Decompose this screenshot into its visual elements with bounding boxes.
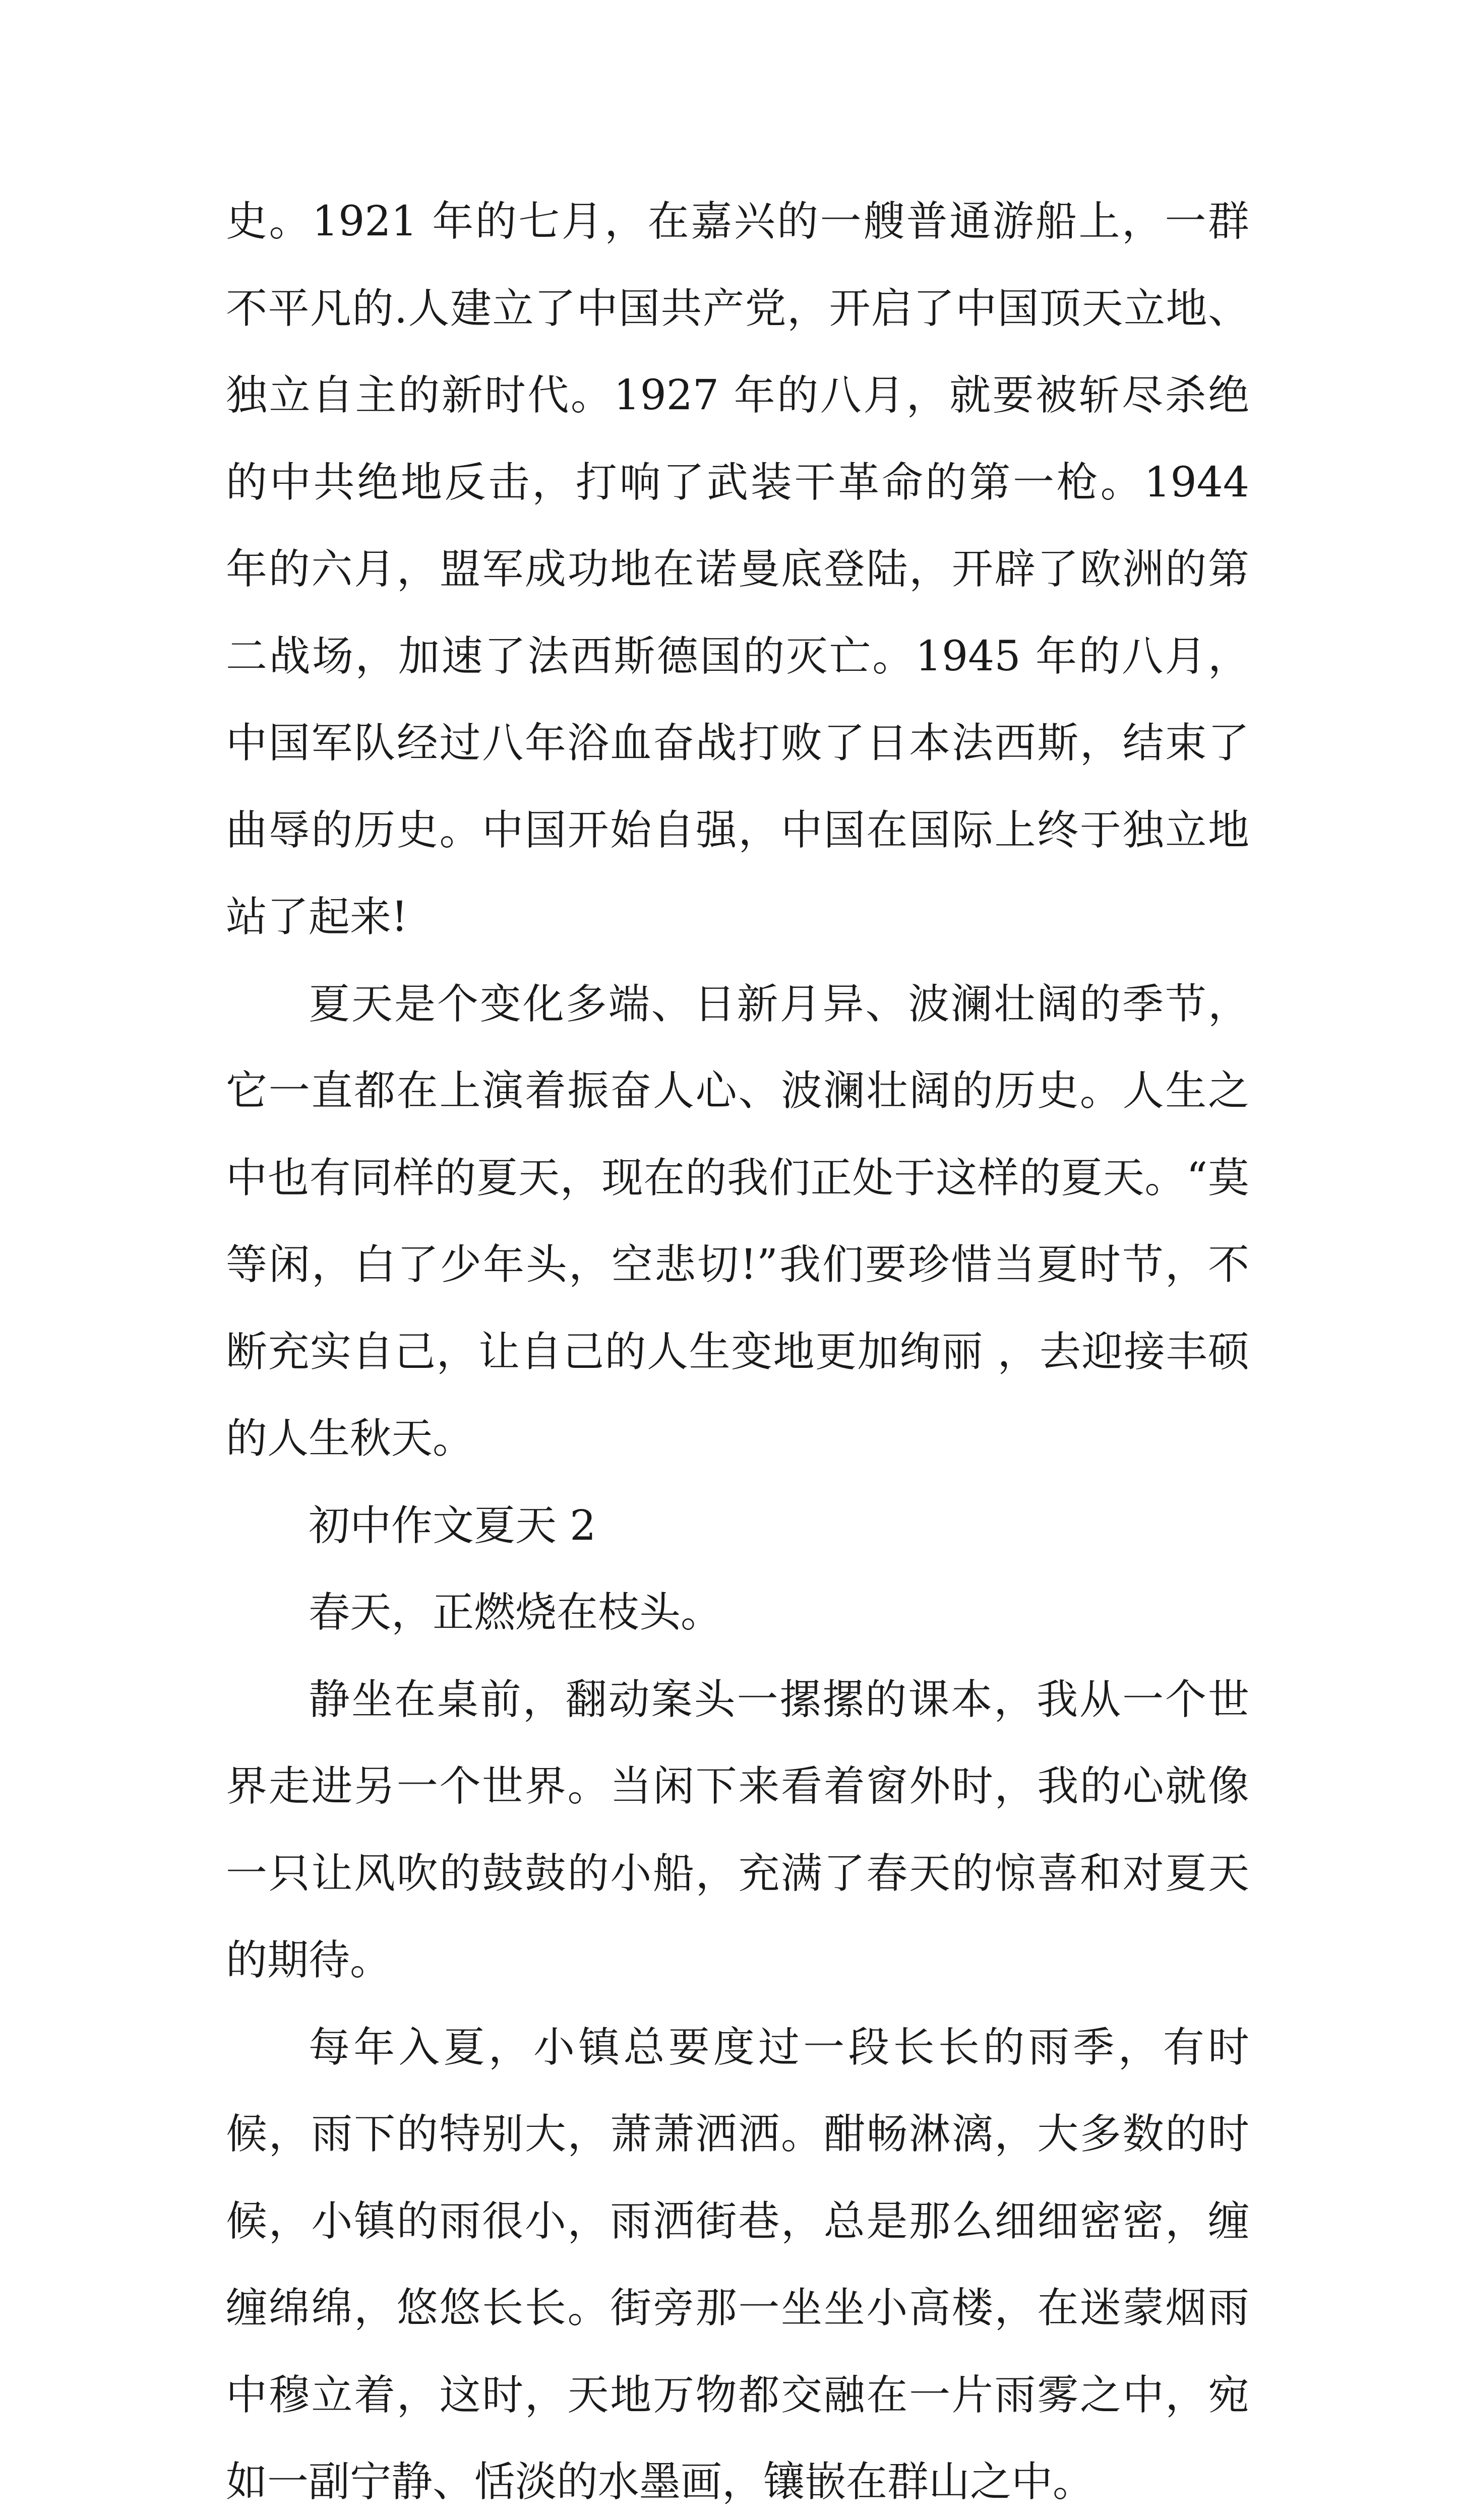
document-body	[226, 178, 1249, 2520]
paragraph-rainy-season: 每年入夏，小镇总要度过一段长长的雨季，有时候，雨下的特别大，萧萧洒洒。酣畅淋漓，大多数的时候，小镇的雨很小，雨洒街巷，总是那么细细密密，缠缠绵绵，悠悠长长。街旁那一坐坐小高楼，在迷蒙烟雨中穆立着，这时，天地万物都交融在一片雨雾之中，宛如一副宁静、恬淡的水墨画，镶嵌在群山之中。	[226, 2004, 1249, 2520]
paragraph-history: 史。1921 年的七月，在嘉兴的一艘普通游船上，一群不平凡的.人建立了中国共产党，开启了中国顶天立地、独立自主的新时代。1927 年的八月，就要被斩尽杀绝的中共绝地反击，打响了武装干革命的第一枪。1944 年的六月，盟军成功地在诺曼底登陆，开辟了欧洲的第二战场，加速了法西斯德国的灭亡。1945 年的八月，中国军队经过八年浴血奋战打败了日本法西斯，结束了曲辱的历史。中国开始自强，中国在国际上终于独立地站了起来!	[226, 178, 1249, 961]
section-title: 初中作文夏天 2	[226, 1483, 1249, 1570]
paragraph-spring-burning: 春天，正燃烧在枝头。	[226, 1569, 1249, 1657]
paragraph-summer-life: 夏天是个变化多端、日新月异、波澜壮阔的季节，它一直都在上演着振奋人心、波澜壮阔的历史。人生之中也有同样的夏天，现在的我们正处于这样的夏天。“莫等闲，白了少年头，空悲切!”我们要珍惜当夏时节，不断充实自己，让自己的人生变地更加绚丽 ，去迎接丰硕的人生秋天。	[226, 961, 1249, 1483]
paragraph-desk: 静坐在桌前，翻动案头一摞摞的课本，我从一个世界走进另一个世界。当闲下来看着窗外时，我的心就像一只让风吹的鼓鼓的小船，充满了春天的惊喜和对夏天的期待。	[226, 1657, 1249, 2004]
